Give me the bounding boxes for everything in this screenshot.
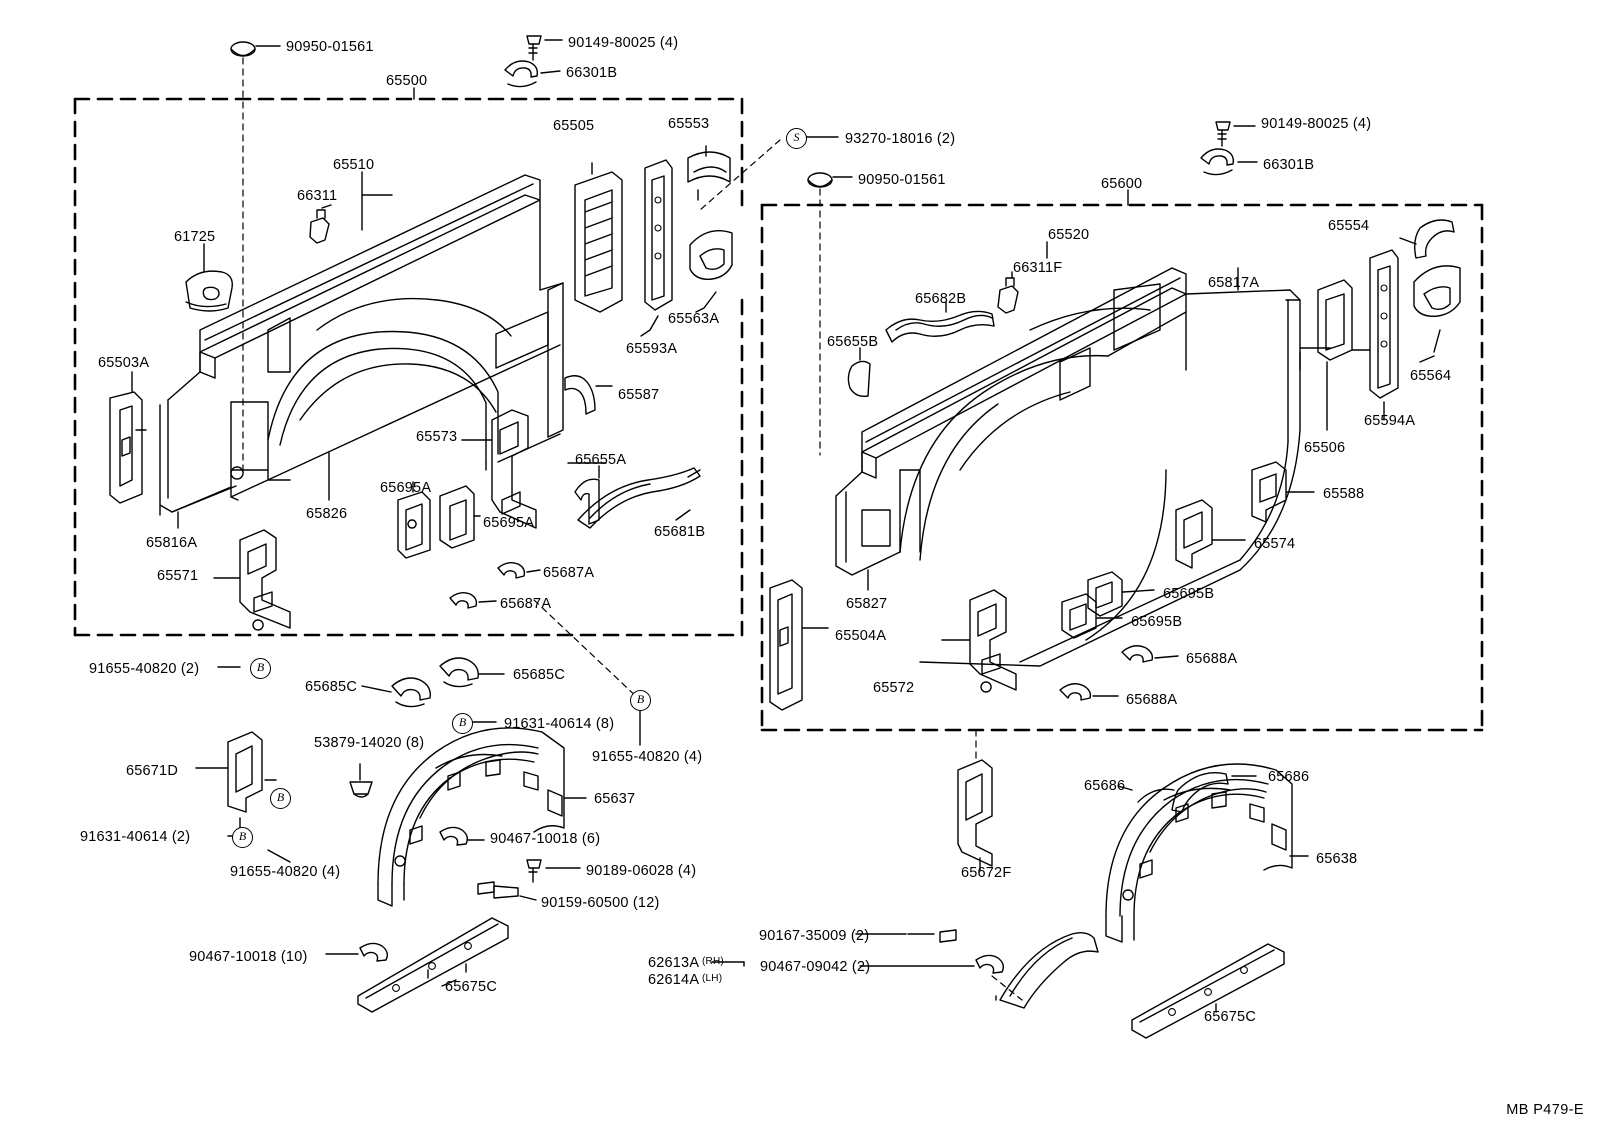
part-label-l-65554: 65554 [1328, 218, 1370, 234]
part-label-l-65563A: 65563A [668, 311, 720, 327]
part-label-l-65571: 65571 [157, 568, 199, 584]
part-label-l-65685C-2: 65685C [513, 667, 565, 683]
part-label-l-91655-40820-2: 91655-40820 (2) [89, 661, 200, 677]
part-label-l-90159-60500: 90159-60500 (12) [541, 895, 660, 911]
part-label-l-93270-18016: 93270-18016 (2) [845, 131, 956, 147]
callout-mark-b-3: B [630, 690, 651, 711]
part-label-l-65587: 65587 [618, 387, 660, 403]
part-label-l-61725: 61725 [174, 229, 216, 245]
part-label-l-65638: 65638 [1316, 851, 1358, 867]
callout-mark-b-1: B [250, 658, 271, 679]
part-label-l-65553: 65553 [668, 116, 710, 132]
part-label-l-65655B: 65655B [827, 334, 879, 350]
part-label-l-65685C-1: 65685C [305, 679, 357, 695]
part-label-l-66301B-b: 66301B [1263, 157, 1315, 173]
callout-mark-b-4: B [270, 788, 291, 809]
part-label-l-62613A-rh: (RH) [702, 956, 724, 967]
part-label-l-90950-01561-b: 90950-01561 [858, 172, 946, 188]
part-label-l-65520: 65520 [1048, 227, 1090, 243]
part-label-l-90467-10018-10: 90467-10018 (10) [189, 949, 308, 965]
part-label-l-90167-35009: 90167-35009 (2) [759, 928, 870, 944]
callout-mark-b-5: B [232, 827, 253, 848]
part-label-l-65505: 65505 [553, 118, 595, 134]
part-label-l-65637: 65637 [594, 791, 636, 807]
part-label-l-90467-10018-6: 90467-10018 (6) [490, 831, 601, 847]
part-label-l-65826: 65826 [306, 506, 348, 522]
diagram-footer-code: MB P479-E [1506, 1101, 1584, 1118]
part-label-l-65682B: 65682B [915, 291, 967, 307]
part-label-l-62613A: 62613A [648, 955, 700, 971]
callout-mark-b-2: B [452, 713, 473, 734]
part-label-l-65588: 65588 [1323, 486, 1365, 502]
part-label-l-65675C-2: 65675C [1204, 1009, 1256, 1025]
part-label-l-65695A-2: 65695A [483, 515, 535, 531]
part-label-l-65510: 65510 [333, 157, 375, 173]
part-label-l-65686-1: 65686 [1268, 769, 1310, 785]
part-label-l-91655-40820-4a: 91655-40820 (4) [592, 749, 703, 765]
part-label-l-65671D: 65671D [126, 763, 178, 779]
part-label-l-65688A-2: 65688A [1126, 692, 1178, 708]
part-label-l-65564: 65564 [1410, 368, 1452, 384]
part-label-l-91655-40820-4b: 91655-40820 (4) [230, 864, 341, 880]
part-label-l-65573: 65573 [416, 429, 458, 445]
part-label-l-90149-80025-b: 90149-80025 (4) [1261, 116, 1372, 132]
part-label-l-91631-40614-8: 91631-40614 (8) [504, 716, 615, 732]
part-label-l-65600: 65600 [1101, 176, 1143, 192]
part-label-l-65695B-1: 65695B [1163, 586, 1215, 602]
part-label-l-65506: 65506 [1304, 440, 1346, 456]
part-label-l-62614A: 62614A [648, 972, 700, 988]
part-label-l-66301B-a: 66301B [566, 65, 618, 81]
part-label-l-65827: 65827 [846, 596, 888, 612]
part-label-l-65695A-1: 65695A [380, 480, 432, 496]
part-label-l-65675C-1: 65675C [445, 979, 497, 995]
part-label-l-66311F: 66311F [1013, 260, 1063, 276]
part-label-l-65687A-1: 65687A [543, 565, 595, 581]
part-label-l-66311: 66311 [297, 188, 338, 204]
part-label-l-91631-40614-2: 91631-40614 (2) [80, 829, 191, 845]
part-label-l-53879-14020: 53879-14020 (8) [314, 735, 425, 751]
part-label-l-65816A: 65816A [146, 535, 198, 551]
part-label-l-65503A: 65503A [98, 355, 150, 371]
part-label-l-65594A: 65594A [1364, 413, 1416, 429]
part-label-l-65687A-2: 65687A [500, 596, 552, 612]
part-label-l-65574: 65574 [1254, 536, 1296, 552]
part-label-l-90467-09042: 90467-09042 (2) [760, 959, 871, 975]
part-label-l-90950-01561-a: 90950-01561 [286, 39, 374, 55]
part-label-l-65572: 65572 [873, 680, 915, 696]
part-label-l-65655A: 65655A [575, 452, 627, 468]
part-label-l-65504A: 65504A [835, 628, 887, 644]
part-label-l-65593A: 65593A [626, 341, 678, 357]
part-label-l-65695B-2: 65695B [1131, 614, 1183, 630]
part-label-l-65672F: 65672F [961, 865, 1012, 881]
part-label-l-65688A-1: 65688A [1186, 651, 1238, 667]
part-label-l-65686-2: 65686 [1084, 778, 1126, 794]
part-label-l-65817A: 65817A [1208, 275, 1260, 291]
part-label-l-65500: 65500 [386, 73, 428, 89]
part-label-l-90149-80025-a: 90149-80025 (4) [568, 35, 679, 51]
part-label-l-62614A-lh: (LH) [702, 973, 723, 984]
callout-mark-s: S [786, 128, 807, 149]
part-label-l-65681B: 65681B [654, 524, 706, 540]
part-label-l-90189-06028: 90189-06028 (4) [586, 863, 697, 879]
